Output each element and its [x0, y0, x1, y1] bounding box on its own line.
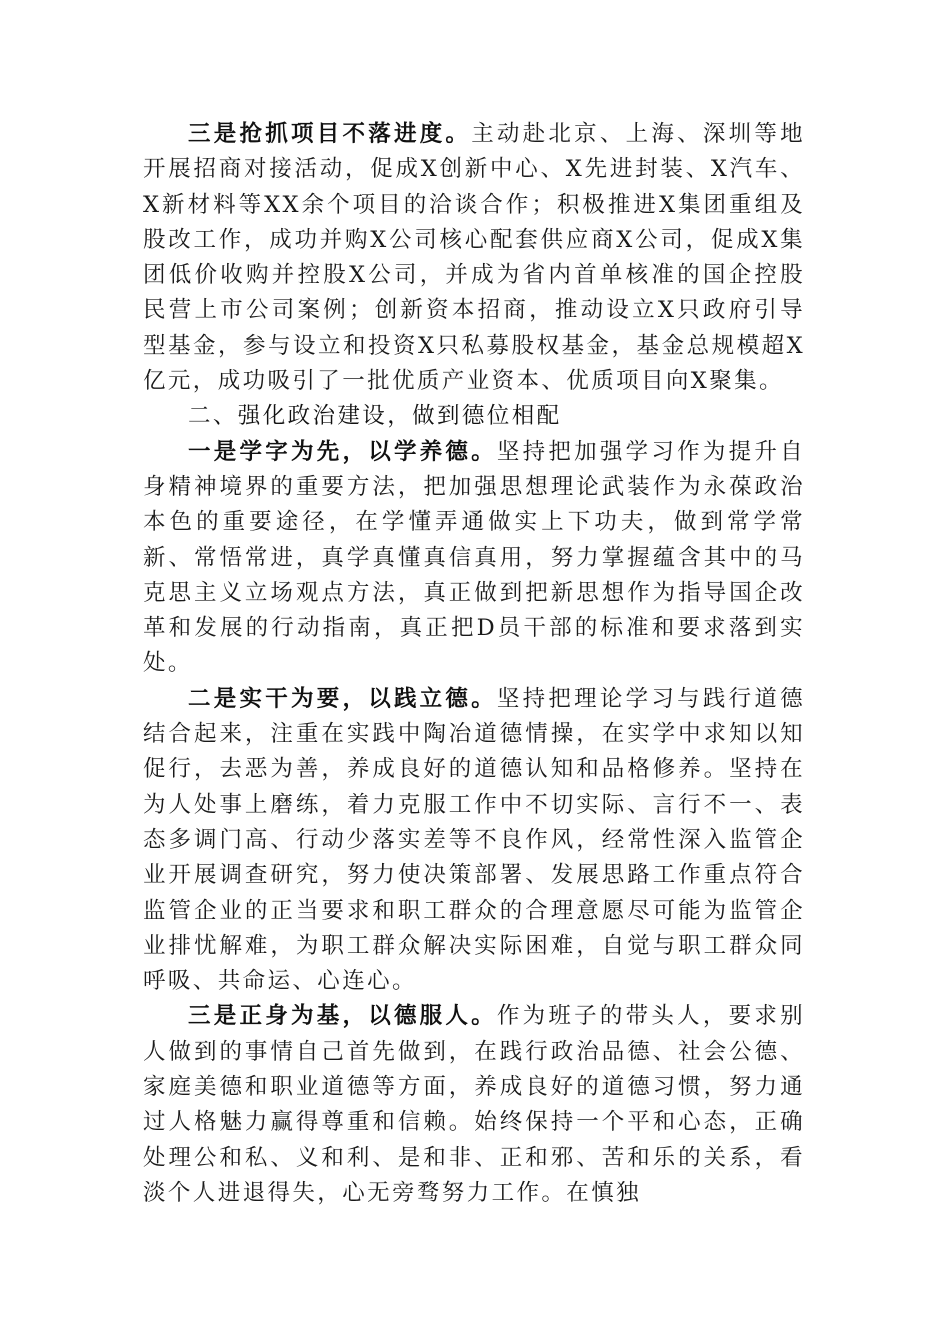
paragraph-self-discipline: [143, 999, 805, 1211]
paragraph-project-progress: [143, 117, 805, 399]
paragraph-text: 作为班子的带头人，要求别人做到的事情自己首先做到，在践行政治品德、社会公德、家庭美德和职业道德等方面，养成良好的道德习惯，努力通过人格魅力赢得尊重和信赖。始终保持一个平和心态，正确处理公和私、义和利、是和非、正和邪、苦和乐的关系，看淡个人进退得失，心无旁骛努力工作。在慎独: [143, 1003, 805, 1206]
document-body: [143, 117, 805, 1211]
paragraph-lead: 三是抢抓项目不落进度。: [188, 121, 472, 147]
paragraph-lead: 一是学字为先，以学养德。: [188, 438, 497, 465]
paragraph-text: 坚持把加强学习作为提升自身精神境界的重要方法，把加强思想理论武装作为永葆政治本色的重要途径，在学懂弄通做实上下功夫，做到常学常新、常悟常进，真学真懂真信真用，努力掌握蕴含其中的马克思主义立场观点方法，真正做到把新思想作为指导国企改革和发展的行动指南，真正把D员干部的标准和要求落到实处。: [143, 438, 805, 677]
paragraph-text: 坚持把理论学习与践行道德结合起来，注重在实践中陶冶道德情操，在实学中求知以知促行，去恶为善，养成良好的道德认知和品格修养。坚持在为人处事上磨练，着力克服工作中不切实际、言行不一、表态多调门高、行动少落实差等不良作风，经常性深入监管企业开展调查研究，努力使决策部署、发展思路工作重点符合监管企业的正当要求和职工群众的合理意愿尽可能为监管企业排忧解难，为职工群众解决实际困难，自觉与职工群众同呼吸、共命运、心连心。: [143, 685, 805, 995]
paragraph-study: [143, 435, 805, 682]
paragraph-lead: 三是正身为基，以德服人。: [188, 1003, 497, 1030]
paragraph-practice: [143, 682, 805, 1000]
paragraph-lead: 二是实干为要，以践立德。: [188, 685, 497, 712]
paragraph-text: 主动赴北京、上海、深圳等地开展招商对接活动，促成X创新中心、X先进封装、X汽车、X新材料等XX余个项目的洽谈合作；积极推进X集团重组及股改工作，成功并购X公司核心配套供应商X公司，促成X集团低价收购并控股X公司，并成为省内首单核准的国企控股民营上市公司案例；创新资本招商，推动设立X只政府引导型基金，参与设立和投资X只私募股权基金，基金总规模超X亿元，成功吸引了一批优质产业资本、优质项目向X聚集。: [143, 121, 806, 395]
section-heading: 二、强化政治建设，做到德位相配: [188, 403, 562, 430]
